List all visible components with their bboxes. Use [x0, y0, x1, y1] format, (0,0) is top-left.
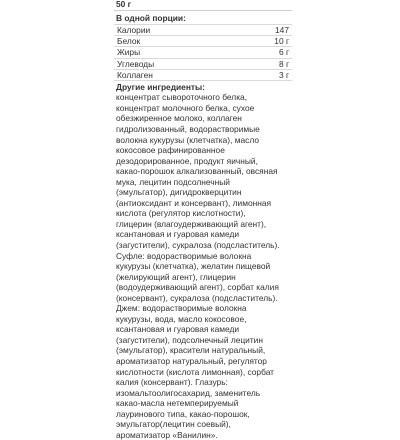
nutrition-name: Калории	[117, 25, 151, 35]
ingredients-line: мука, лецитин подсолнечный	[116, 176, 230, 187]
nutrition-row-calories	[114, 24, 292, 36]
ingredients-line: (загустители), подсолнечный лецитин	[116, 334, 263, 345]
ingredients-line: ароматизатор «Ванилин».	[116, 429, 218, 440]
nutrition-row-fat	[114, 47, 292, 58]
ingredients-line: (эмульгатор), красители натуральный,	[116, 345, 266, 356]
ingredients-line: обезжиренное молоко, коллаген	[116, 113, 242, 124]
ingredients-line: ароматизатор натуральный, регулятор	[116, 356, 267, 366]
nutrition-row-protein	[114, 36, 292, 47]
ingredients-title: Другие ингредиенты:	[116, 81, 205, 92]
ingredients-line: концентрат молочного белка, сухое	[116, 102, 255, 113]
per-portion-title: В одной порции:	[116, 13, 186, 23]
ingredients-line: лауринового типа, какао-порошок,	[116, 408, 250, 419]
nutrition-value: 3 г	[278, 69, 289, 80]
ingredients-line: кислота (регулятор кислотности),	[116, 208, 246, 219]
nutrition-row-carbs	[114, 59, 292, 70]
ingredients-line: кукурузы, вода, масло кокосовое,	[116, 313, 247, 324]
ingredients-line: (консервант), сукралоза (подсластитель).	[116, 292, 278, 303]
ingredients-line: кислотности (кислота лимонная), сорбат	[116, 366, 275, 377]
nutrition-name: Углеводы	[117, 58, 155, 69]
ingredients-line: эмульгатор(лецитин соевый),	[116, 419, 231, 430]
serving-size: 50 г	[114, 0, 292, 11]
ingredients-line: концентрат сывороточного белка,	[116, 92, 248, 103]
ingredients-line: гидролизованный, водорастворимые	[116, 123, 260, 134]
nutrition-panel	[114, 0, 292, 440]
ingredients-line: Джем: водорастворимые волокна	[116, 303, 247, 314]
ingredients-line: кокосовое рафинированное	[116, 145, 225, 156]
nutrition-name: Жиры	[117, 47, 141, 58]
ingredients-line: глицерин (влагоудерживающий агент),	[116, 218, 267, 229]
ingredients-line: какао-порошок алкализованный, овсяная	[116, 166, 278, 177]
ingredients-line: кукурузы (клетчатка), желатин пищевой	[116, 261, 271, 272]
nutrition-value: 6 г	[278, 47, 289, 58]
ingredients-line: (желирующий агент), глицерин	[116, 271, 236, 282]
ingredients-line: изомальтоолигосахарид, заменитель	[116, 387, 261, 398]
ingredients-text	[114, 92, 292, 440]
nutrition-name: Коллаген	[117, 69, 153, 80]
ingredients-line: ксантановая и гуаровая камеди	[116, 324, 240, 335]
ingredients-line: (водоудерживающий агент), сорбат калия	[116, 282, 279, 293]
ingredients-line: (загустители), сукралоза (подсластитель).	[116, 239, 280, 250]
nutrition-value: 8 г	[278, 58, 289, 69]
nutrition-row-collagen	[114, 70, 292, 81]
ingredients-line: (антиоксидант и консервант), лимонная	[116, 197, 272, 208]
ingredients-line: калия (консервант). Глазурь:	[116, 377, 228, 388]
ingredients-line: какао-масла нетемперируемый	[116, 398, 239, 409]
ingredients-line: (эмульгатор), дигидрокверцитин	[116, 187, 242, 198]
nutrition-name: Белок	[117, 36, 141, 47]
nutrition-value: 10 г	[274, 36, 289, 47]
ingredients-line: волокна кукурузы (клетчатка), масло	[116, 134, 259, 145]
ingredients-line: ксантановая и гуаровая камеди	[116, 229, 240, 240]
nutrition-value: 147	[275, 25, 289, 35]
ingredients-line: дезодорированное, продукт яичный,	[116, 155, 258, 166]
ingredients-line: Суфле: водорастворимые волокна	[116, 250, 252, 261]
nutrition-table	[114, 24, 292, 81]
